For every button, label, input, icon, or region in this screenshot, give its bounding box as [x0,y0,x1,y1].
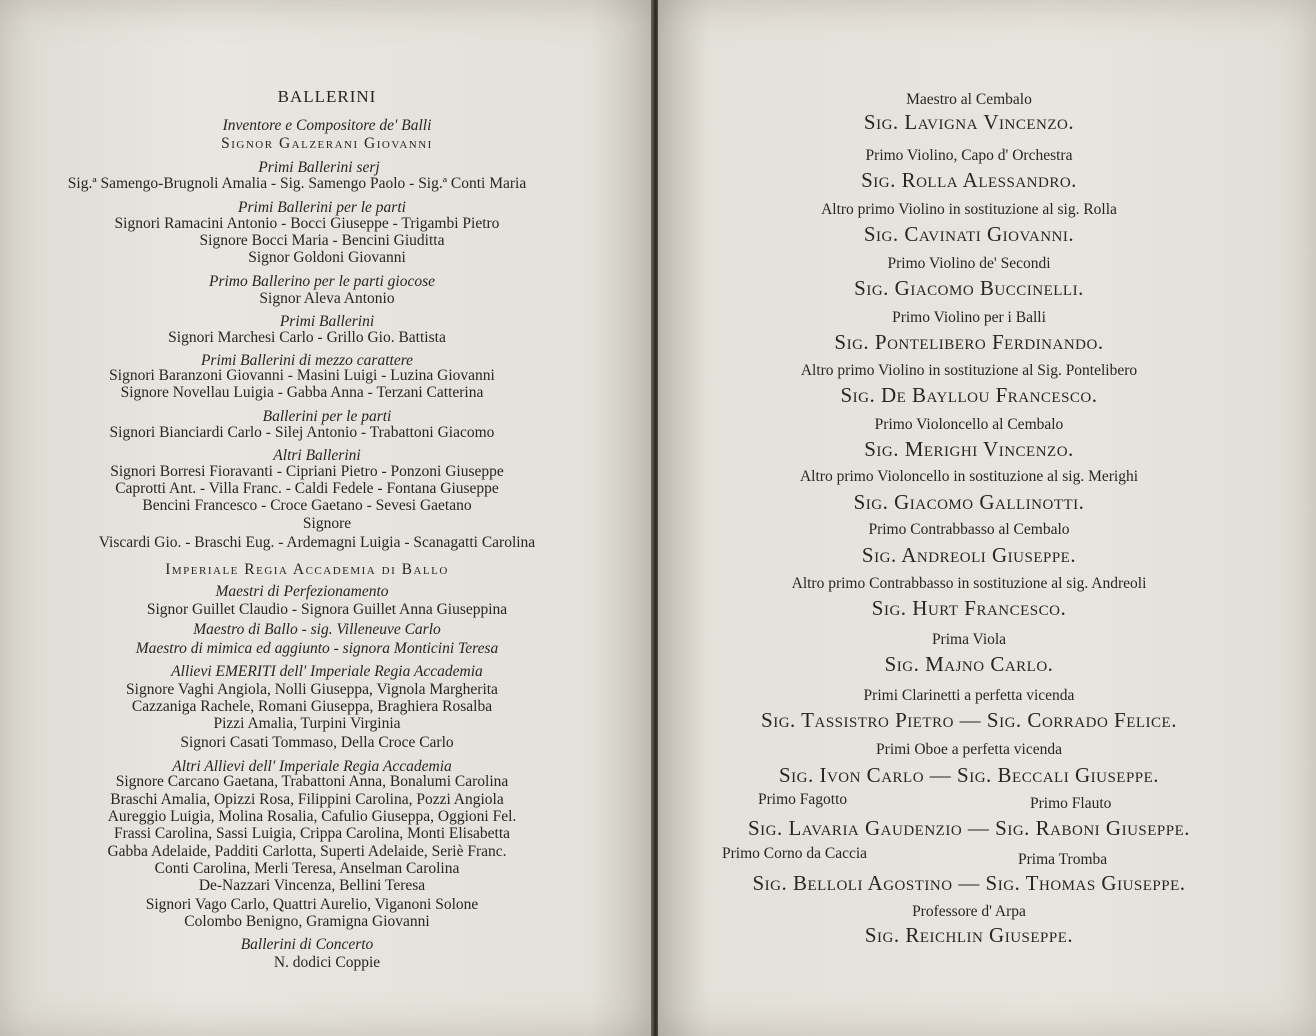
left-page [0,0,654,1036]
performer-name: Sig. Majno Carlo. [884,652,1054,676]
instrument-role: Altro primo Violoncello in sostituzione al sig. Merighi [799,468,1139,485]
names-line: Aureggio Luigia, Molina Rosalia, Cafulio Giuseppa, Oggioni Fel. [107,808,517,825]
role-heading: Maestri di Perfezionamento [215,583,389,600]
names-line: Gabba Adelaide, Padditi Carlotta, Superti Adelaide, Seriè Franc. [107,843,507,860]
performer-name: Sig. Belloli Agostino — Sig. Thomas Giuseppe. [752,871,1186,895]
names-line: Signori Ramacini Antonio - Bocci Giuseppe - Trigambi Pietro [114,215,500,232]
role-heading: Inventore e Compositore de' Balli [222,117,432,134]
performer-name: Sig. Cavinati Giovanni. [863,222,1075,246]
instrument-role: Professore d' Arpa [912,903,1026,920]
instrument-label-right: Primo Flauto [1030,795,1112,812]
performer-name: Sig. Pontelibero Ferdinando. [834,330,1104,354]
names-line: Bencini Francesco - Croce Gaetano - Sevesi Gaetano [142,497,472,514]
performer-name: Sig. Andreoli Giuseppe. [861,543,1077,567]
role-heading: Ballerini per le parti [262,408,392,425]
role-heading: Altri Ballerini [273,447,361,464]
name-line: Imperiale Regia Accademia di Ballo [165,561,449,578]
names-line: Signori Bianciardi Carlo - Silej Antonio - Trabattoni Giacomo [109,424,495,441]
names-line: Signor Aleva Antonio [259,290,395,307]
instrument-role: Primo Violino, Capo d' Orchestra [865,147,1073,164]
role-heading: Primo Ballerino per le parti giocose [208,273,435,290]
performer-name: Sig. Giacomo Gallinotti. [853,490,1085,514]
names-line: Frassi Carolina, Sassi Luigia, Crippa Carolina, Monti Elisabetta [113,825,511,842]
instrument-role: Prima Viola [931,631,1007,648]
role-heading: Primi Ballerini [279,313,375,330]
instrument-role: Primo Contrabbasso al Cembalo [868,521,1070,538]
instrument-role: Primi Clarinetti a perfetta vicenda [863,687,1075,704]
instrument-role: Altro primo Violino in sostituzione al Sig. Pontelibero [800,362,1138,379]
names-line: Colombo Benigno, Gramigna Giovanni [184,913,430,930]
instrument-role: Primi Oboe a perfetta vicenda [876,741,1062,758]
instrument-role: Altro primo Contrabbasso in sostituzione al sig. Andreoli [791,575,1147,592]
instrument-label-left: Primo Fagotto [758,791,848,808]
performer-name: Sig. De Bayllou Francesco. [840,383,1098,407]
performer-name: Sig. Lavigna Vincenzo. [863,110,1075,134]
names-line: N. dodici Coppie [273,954,381,971]
instrument-role: Primo Violino per i Balli [892,309,1046,326]
names-line: Cazzaniga Rachele, Romani Giuseppa, Braghiera Rosalba [131,698,493,715]
names-line: Pizzi Amalia, Turpini Virginia [213,715,401,732]
role-heading: Allievi EMERITI dell' Imperiale Regia Accademia [171,663,483,680]
names-line: Signori Borresi Fioravanti - Cipriani Pietro - Ponzoni Giuseppe [110,463,504,480]
instrument-role: Primo Violoncello al Cembalo [874,416,1064,433]
names-line: Signore [302,515,352,532]
role-heading: Ballerini di Concerto [240,936,374,953]
instrument-role: Maestro al Cembalo [906,91,1032,108]
instrument-label-right: Prima Tromba [1018,851,1108,868]
role-heading: Primi Ballerini di mezzo carattere [200,352,414,369]
names-line: De-Nazzari Vincenza, Bellini Teresa [198,877,426,894]
performer-name: Sig. Giacomo Buccinelli. [854,276,1084,300]
performer-name: Sig. Hurt Francesco. [871,596,1067,620]
instrument-label-left: Primo Corno da Caccia [722,845,868,862]
role-heading: Altri Allievi dell' Imperiale Regia Accademia [172,758,452,775]
names-line: Braschi Amalia, Opizzi Rosa, Filippini Carolina, Pozzi Angiola [110,791,504,808]
names-line: Conti Carolina, Merli Teresa, Anselman Carolina [154,860,460,877]
names-line: Signori Marchesi Carlo - Grillo Gio. Battista [168,329,446,346]
performer-name: Sig. Tassistro Pietro — Sig. Corrado Felice. [761,708,1177,732]
names-line: Signore Vaghi Angiola, Nolli Giuseppa, Vignola Margherita [126,681,498,698]
name-line: Signor Galzerani Giovanni [221,135,433,152]
instrument-role: Primo Violino de' Secondi [887,255,1051,272]
names-line: Signori Vago Carlo, Quattri Aurelio, Viganoni Solone [145,896,479,913]
names-line: Sig.ª Samengo-Brugnoli Amalia - Sig. Samengo Paolo - Sig.ª Conti Maria [67,175,527,192]
performer-name: Sig. Ivon Carlo — Sig. Beccali Giuseppe. [778,763,1160,787]
names-line: Signori Casati Tommaso, Della Croce Carlo [180,734,454,751]
performer-name: Sig. Lavaria Gaudenzio — Sig. Raboni Giuseppe. [747,816,1191,840]
names-line: Caprotti Ant. - Villa Franc. - Caldi Fedele - Fontana Giuseppe [115,480,499,497]
names-line: Signor Goldoni Giovanni [248,249,406,266]
role-heading: Maestro di mimica ed aggiunto - signora Monticini Teresa [135,640,499,657]
instrument-role: Altro primo Violino in sostituzione al sig. Rolla [821,201,1117,218]
performer-name: Sig. Reichlin Giuseppe. [864,923,1074,947]
names-line: Signor Guillet Claudio - Signora Guillet Anna Giuseppina [146,601,508,618]
role-heading: Maestro di Ballo - sig. Villeneuve Carlo [193,621,441,638]
section-heading: BALLERINI [277,87,377,106]
performer-name: Sig. Rolla Alessandro. [861,168,1077,192]
names-line: Signore Carcano Gaetana, Trabattoni Anna, Bonalumi Carolina [115,773,509,790]
right-page [658,0,1316,1036]
names-line: Signore Bocci Maria - Bencini Giuditta [199,232,445,249]
role-heading: Primi Ballerini per le parti [238,199,406,216]
names-line: Viscardi Gio. - Braschi Eug. - Ardemagni Luigia - Scanagatti Carolina [98,534,536,551]
names-line: Signori Baranzoni Giovanni - Masini Luigi - Luzina Giovanni [109,367,495,384]
performer-name: Sig. Merighi Vincenzo. [864,437,1074,461]
role-heading: Primi Ballerini serj [258,159,380,176]
names-line: Signore Novellau Luigia - Gabba Anna - Terzani Catterina [120,384,484,401]
